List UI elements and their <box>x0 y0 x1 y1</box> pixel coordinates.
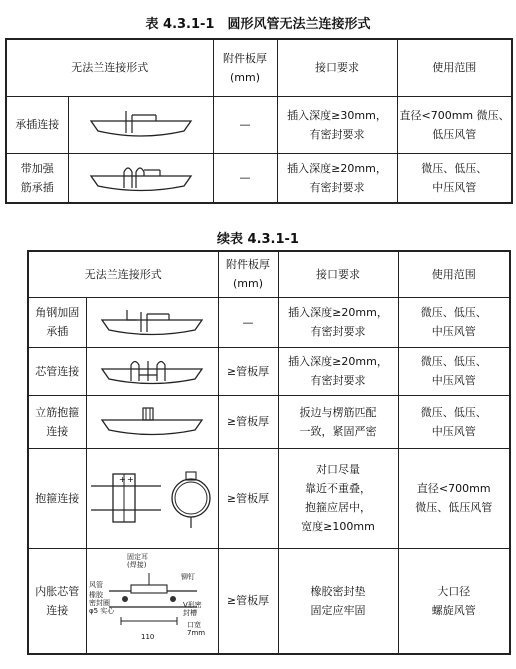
clamp-joint-diagram <box>87 460 217 536</box>
t2-row1-name: 角钢加固 承插 <box>28 297 86 347</box>
t2-row4-scope: 直径<700mm 微压、低压风管 <box>398 448 510 548</box>
t1-row1-name: 承插连接 <box>6 96 68 153</box>
label-rivet: 铆钉 <box>180 572 195 581</box>
t1-row2-scope: 微压、低压、 中压风管 <box>397 153 512 203</box>
t1-row2-diagram <box>68 153 213 203</box>
t2-row3-scope: 微压、低压、 中压风管 <box>398 395 510 448</box>
socket-joint-diagram <box>86 107 196 143</box>
t2-row2-diagram <box>86 347 218 395</box>
t2-row5-thickness: ≥管板厚 <box>218 548 278 654</box>
t2-header-thickness: 附件板厚 (mm) <box>218 251 278 297</box>
t2-row4-diagram <box>86 448 218 548</box>
t2-row5-req: 橡胶密封垫 固定应牢固 <box>278 548 398 654</box>
rib-clamp-diagram <box>97 404 207 440</box>
t2-row4-name: 抱箍连接 <box>28 448 86 548</box>
t1-row1-thickness: — <box>213 96 277 153</box>
t2-row3-diagram <box>86 395 218 448</box>
t2-row1-diagram <box>86 297 218 347</box>
t2-row1-thickness: — <box>218 297 278 347</box>
table2 <box>27 250 511 655</box>
t1-row2-req: 插入深度≥20mm， 有密封要求 <box>277 153 397 203</box>
t1-row1-req: 插入深度≥30mm， 有密封要求 <box>277 96 397 153</box>
angle-reinforced-socket-diagram <box>97 304 207 340</box>
t2-row5-scope: 大口径 螺旋风管 <box>398 548 510 654</box>
svg-text:+: + <box>127 475 134 484</box>
t1-row1-diagram <box>68 96 213 153</box>
ribbed-socket-diagram <box>86 160 196 196</box>
t1-header-req: 接口要求 <box>277 39 397 96</box>
t2-row2-name: 芯管连接 <box>28 347 86 395</box>
t2-header-scope: 使用范围 <box>398 251 510 297</box>
t1-row2-name: 带加强 筋承插 <box>6 153 68 203</box>
t1-row2-thickness: — <box>213 153 277 203</box>
svg-text:+: + <box>119 475 126 484</box>
label-groove: V形密封槽 <box>182 600 202 617</box>
label-ear: 固定耳(焊接) <box>126 552 148 569</box>
t2-row4-req: 对口尽量 靠近不重叠， 抱箍应居中， 宽度≥100mm <box>278 448 398 548</box>
t2-row3-name: 立筋抱箍 连接 <box>28 395 86 448</box>
t2-row5-name: 内胀芯管 连接 <box>28 548 86 654</box>
t1-header-thickness: 附件板厚 (mm) <box>213 39 277 96</box>
table1 <box>5 38 513 204</box>
t2-row3-req: 扳边与楞筋匹配 一致，紧固严密 <box>278 395 398 448</box>
label-gap: 口宽 7mm <box>186 620 205 637</box>
table2-title: 续表 4.3.1-1 <box>217 232 299 247</box>
table1-title: 表 4.3.1-1 圆形风管无法兰连接形式 <box>145 17 371 32</box>
expanding-core-pipe-diagram <box>87 551 219 651</box>
t2-row2-scope: 微压、低压、 中压风管 <box>398 347 510 395</box>
t2-row2-req: 插入深度≥20mm， 有密封要求 <box>278 347 398 395</box>
t2-row5-diagram <box>86 548 218 654</box>
t2-row3-thickness: ≥管板厚 <box>218 395 278 448</box>
t2-row4-thickness: ≥管板厚 <box>218 448 278 548</box>
label-dim: 110 <box>140 632 154 641</box>
label-duct: 风管 <box>88 580 103 589</box>
t2-header-form: 无法兰连接形式 <box>28 251 218 297</box>
t2-row2-thickness: ≥管板厚 <box>218 347 278 395</box>
t1-header-form: 无法兰连接形式 <box>6 39 213 96</box>
t2-row1-scope: 微压、低压、 中压风管 <box>398 297 510 347</box>
t2-row1-req: 插入深度≥20mm， 有密封要求 <box>278 297 398 347</box>
t2-header-req: 接口要求 <box>278 251 398 297</box>
label-solid: φ5 实心 <box>88 606 114 615</box>
core-pipe-diagram <box>97 353 207 389</box>
label-seal: 橡胶密封圈 <box>88 590 110 607</box>
t1-header-scope: 使用范围 <box>397 39 512 96</box>
t1-row1-scope: 直径<700mm 微压、 低压风管 <box>397 96 512 153</box>
